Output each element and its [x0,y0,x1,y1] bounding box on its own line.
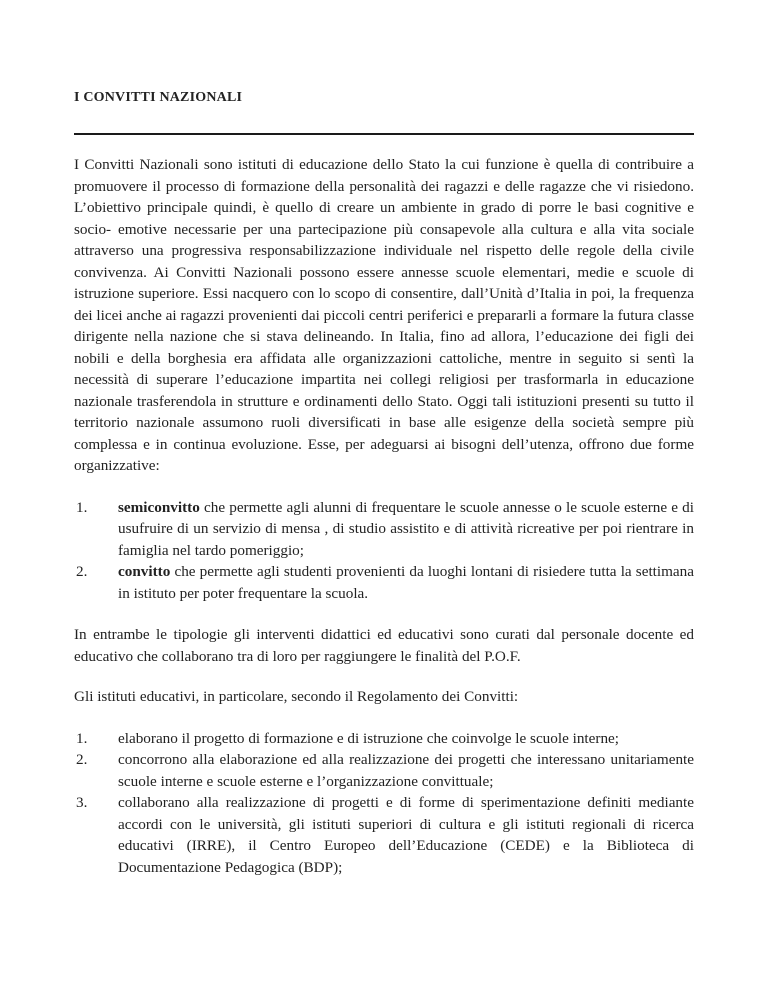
list-text: elaborano il progetto di formazione e di istruzione che coinvolge le scuole interne; [118,729,620,747]
list-item [74,497,694,562]
paragraph-typologies: In entrambe le tipologie gli interventi didattici ed educativi sono curati dal personale docente ed educativo che collaborano tra di loro per raggiungere le finalità del P.O.F. [74,626,694,665]
list-text: collaborano alla realizzazione di progetti e di forme di sperimentazione definiti mediante accordi con le università, gli istituti superiori di cultura e gli istituti regionali di ricerca educativi (IRRE), il Centro Europeo dell’Educazione (CEDE) e la Biblioteca di Documentazione Pedagogica (BDP); [118,794,694,876]
list-number: 1. [76,729,88,747]
forms-list [74,497,694,605]
list-item [74,561,694,604]
list-number: 3. [76,794,88,811]
document-title: I CONVITTI NAZIONALI [74,90,243,105]
list-item [74,728,694,750]
title-divider [74,133,694,135]
list-text: concorrono alla elaborazione ed alla realizzazione dei progetti che interessano unitariamente scuole interne e scuole esterne e l’organizzazione convittuale; [118,751,694,790]
list-text: che permette agli alunni di frequentare le scuole annesse o le scuole esterne e di usufruire di un servizio di mensa , di studio assistito e di attività ricreative per poi rientrare in famiglia nel tardo pomeriggio; [118,498,694,559]
list-term: convitto [118,563,171,580]
document-body [74,154,694,878]
intro-paragraph: I Convitti Nazionali sono istituti di educazione dello Stato la cui funzione è quella di contribuire a promuovere il processo di formazione della personalità dei ragazzi e delle ragazze che vi risiedono. L’obiettivo principale quindi, è quello di creare un ambiente in grado di porre le basi cognitive e socio- emotive necessarie per una partecipazione più consapevole alla cultura e alla vita sociale attraverso una progressiva responsabilizzazione individuale nel rispetto delle regole della civile convivenza. Ai Convitti Nazionali possono essere annesse scuole elementari, medie e scuole di istruzione superiore. Essi nacquero con lo scopo di consentire, dall’Unità d’Italia in poi, la frequenza dei licei anche ai ragazzi provenienti dai piccoli centri periferici e prepararli a formare la futura classe dirigente nella nazione che si stava delineando. In Italia, fino ad allora, l’educazione dei figli dei nobili e della borghesia era affidata alle organizzazioni cattoliche, mentre in seguito si sentì la necessità di superare l’educazione impartita nei collegi religiosi per trasformarla in educazione nazionale trasferendola in strutture e ordinamenti dello Stato. Oggi tali istituzioni presenti su tutto il territorio nazionale assumono ruoli diversificati in base alle esigenze della società sempre più complessa e in continua evoluzione. Esse, per adeguarsi ai bisogni dell’utenza, offrono due forme organizzative: [74,156,694,474]
list-number: 2. [76,751,88,768]
paragraph-regulation: Gli istituti educativi, in particolare, secondo il Regolamento dei Convitti: [74,688,519,705]
list-number: 1. [76,498,88,516]
list-text: che permette agli studenti provenienti da luoghi lontani di risiedere tutta la settimana in istituto per poter frequentare la scuola. [118,563,694,602]
list-number: 2. [76,563,88,580]
list-item [74,749,694,792]
duties-list [74,728,694,879]
list-item [74,792,694,878]
list-term: semiconvitto [118,498,200,516]
